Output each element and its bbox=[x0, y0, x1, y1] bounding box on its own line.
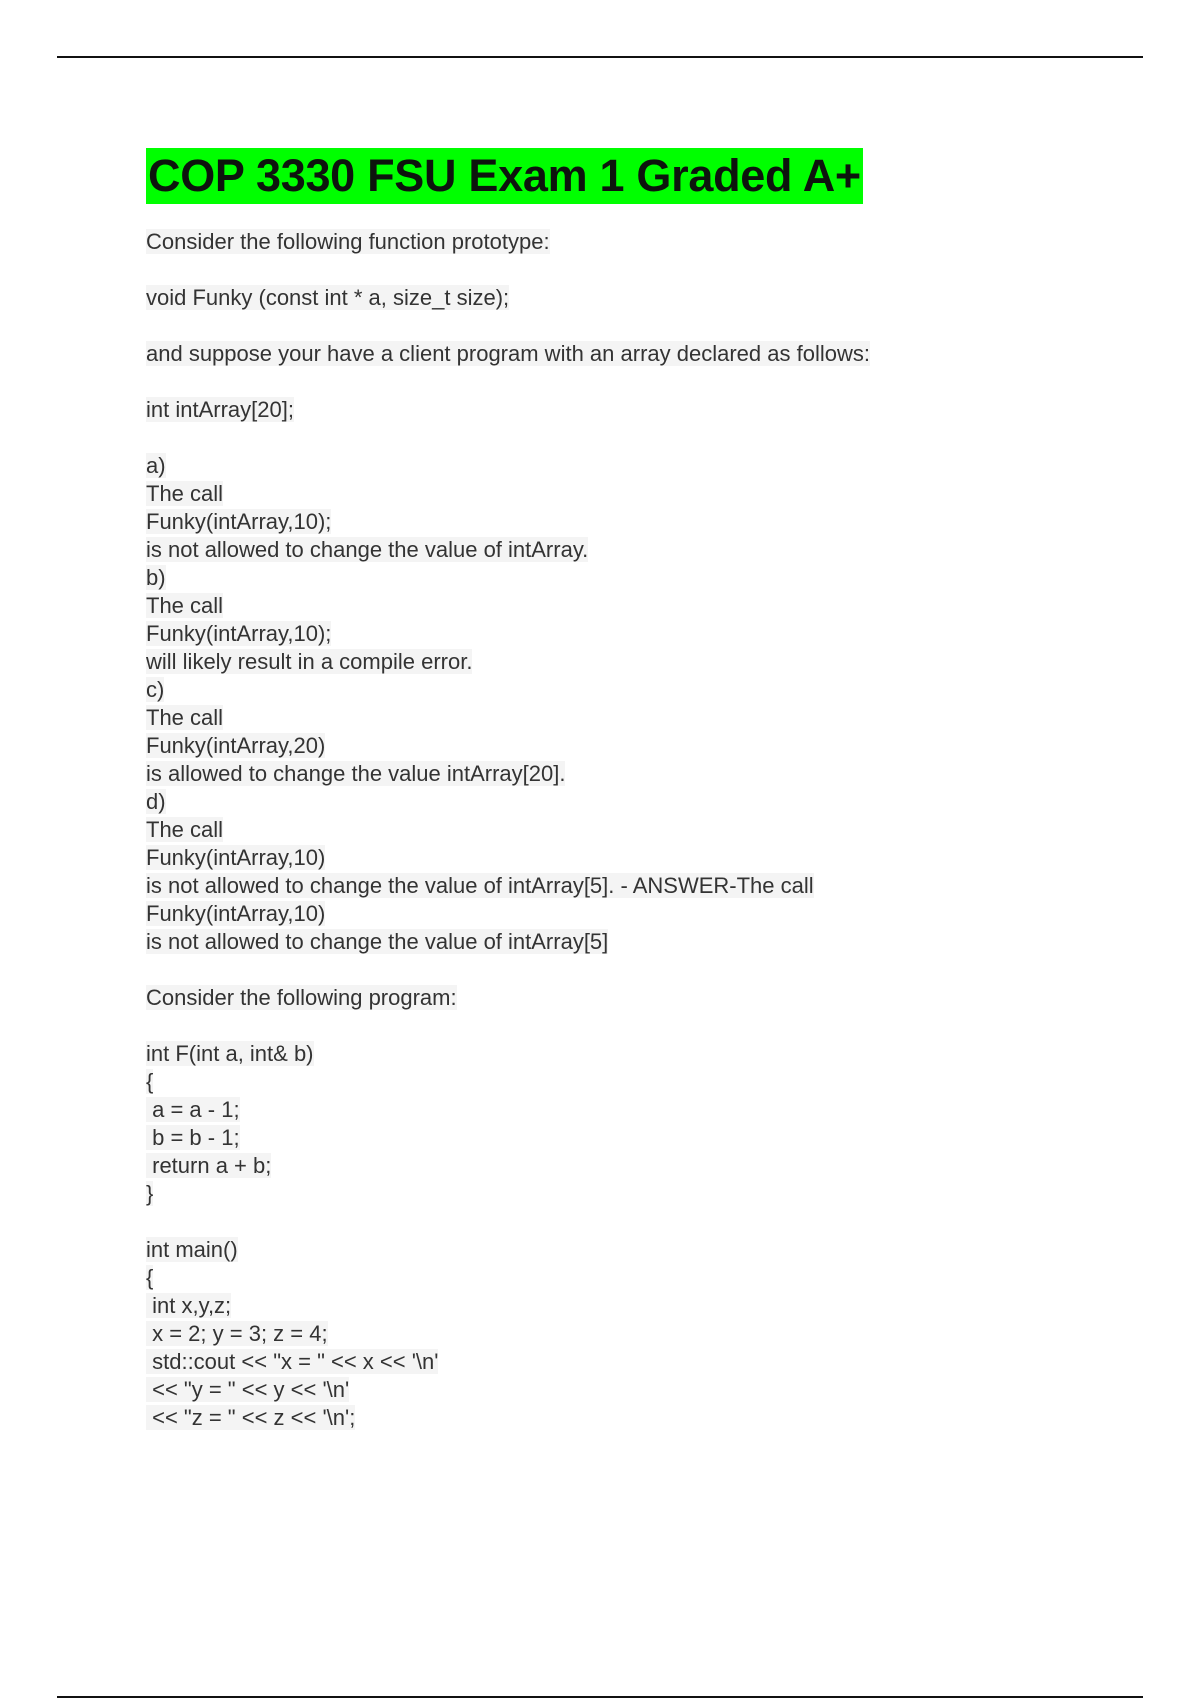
text-line bbox=[146, 1096, 1106, 1124]
text-line bbox=[146, 228, 1106, 256]
text-line bbox=[146, 816, 1106, 844]
text-line bbox=[146, 1236, 1106, 1264]
text-line bbox=[146, 1292, 1106, 1320]
bottom-rule bbox=[57, 1696, 1143, 1698]
text-line-content: { bbox=[146, 1265, 154, 1290]
text-line-content: The call bbox=[146, 593, 224, 618]
text-line-content: a) bbox=[146, 453, 166, 478]
top-rule bbox=[57, 56, 1143, 58]
text-line-content: int intArray[20]; bbox=[146, 397, 294, 422]
text-line bbox=[146, 1348, 1106, 1376]
text-line-content: The call bbox=[146, 481, 224, 506]
text-line-content: is allowed to change the value intArray[20]. bbox=[146, 761, 566, 786]
text-line-content: and suppose your have a client program with an array declared as follows: bbox=[146, 341, 870, 366]
text-line-content: Consider the following program: bbox=[146, 985, 457, 1010]
text-line-content: << "z = " << z << '\n'; bbox=[146, 1405, 356, 1430]
paragraph-block bbox=[146, 340, 1106, 368]
text-line bbox=[146, 1180, 1106, 1208]
text-line bbox=[146, 844, 1106, 872]
text-line-content: b = b - 1; bbox=[146, 1125, 240, 1150]
text-line bbox=[146, 872, 1106, 900]
text-line bbox=[146, 1040, 1106, 1068]
text-line-content: is not allowed to change the value of intArray. bbox=[146, 537, 589, 562]
text-line bbox=[146, 1404, 1106, 1432]
text-line bbox=[146, 760, 1106, 788]
text-line-content: Funky(intArray,20) bbox=[146, 733, 326, 758]
text-line bbox=[146, 788, 1106, 816]
text-line-content: return a + b; bbox=[146, 1153, 272, 1178]
text-line bbox=[146, 1152, 1106, 1180]
text-line bbox=[146, 1124, 1106, 1152]
text-line bbox=[146, 900, 1106, 928]
paragraph-block bbox=[146, 1236, 1106, 1432]
text-line-content: c) bbox=[146, 677, 165, 702]
text-line bbox=[146, 620, 1106, 648]
document-body bbox=[146, 148, 1106, 1460]
text-line-content: is not allowed to change the value of intArray[5] bbox=[146, 929, 609, 954]
text-line bbox=[146, 508, 1106, 536]
text-line-content: int main() bbox=[146, 1237, 238, 1262]
text-line-content: b) bbox=[146, 565, 166, 590]
text-line bbox=[146, 564, 1106, 592]
paragraph-block bbox=[146, 284, 1106, 312]
text-line bbox=[146, 984, 1106, 1012]
question-text bbox=[146, 228, 1106, 1432]
text-line bbox=[146, 396, 1106, 424]
text-line-content: Funky(intArray,10); bbox=[146, 509, 332, 534]
paragraph-block bbox=[146, 452, 1106, 956]
text-line bbox=[146, 648, 1106, 676]
text-line bbox=[146, 1320, 1106, 1348]
paragraph-block bbox=[146, 984, 1106, 1012]
paragraph-block bbox=[146, 396, 1106, 424]
text-line bbox=[146, 928, 1106, 956]
text-line bbox=[146, 1068, 1106, 1096]
text-line bbox=[146, 676, 1106, 704]
text-line-content: { bbox=[146, 1069, 154, 1094]
text-line-content: is not allowed to change the value of intArray[5]. - ANSWER-The call bbox=[146, 873, 814, 898]
document-title: COP 3330 FSU Exam 1 Graded A+ bbox=[146, 148, 863, 204]
text-line bbox=[146, 284, 1106, 312]
text-line-content: a = a - 1; bbox=[146, 1097, 240, 1122]
text-line bbox=[146, 536, 1106, 564]
text-line-content: x = 2; y = 3; z = 4; bbox=[146, 1321, 328, 1346]
text-line-content: Funky(intArray,10) bbox=[146, 845, 326, 870]
text-line bbox=[146, 452, 1106, 480]
text-line bbox=[146, 340, 1106, 368]
text-line-content: d) bbox=[146, 789, 166, 814]
text-line-content: std::cout << "x = " << x << '\n' bbox=[146, 1349, 439, 1374]
text-line-content: << "y = " << y << '\n' bbox=[146, 1377, 350, 1402]
text-line-content: int F(int a, int& b) bbox=[146, 1041, 314, 1066]
text-line-content: Funky(intArray,10) bbox=[146, 901, 326, 926]
text-line-content: The call bbox=[146, 817, 224, 842]
text-line bbox=[146, 1264, 1106, 1292]
title-block bbox=[146, 148, 1106, 204]
text-line-content: } bbox=[146, 1181, 154, 1206]
text-line bbox=[146, 704, 1106, 732]
text-line bbox=[146, 592, 1106, 620]
text-line bbox=[146, 732, 1106, 760]
text-line-content: The call bbox=[146, 705, 224, 730]
text-line bbox=[146, 480, 1106, 508]
text-line-content: will likely result in a compile error. bbox=[146, 649, 473, 674]
text-line-content: int x,y,z; bbox=[146, 1293, 232, 1318]
text-line-content: Funky(intArray,10); bbox=[146, 621, 332, 646]
text-line-content: void Funky (const int * a, size_t size); bbox=[146, 285, 510, 310]
text-line-content: Consider the following function prototype: bbox=[146, 229, 550, 254]
paragraph-block bbox=[146, 1040, 1106, 1208]
text-line bbox=[146, 1376, 1106, 1404]
paragraph-block bbox=[146, 228, 1106, 256]
